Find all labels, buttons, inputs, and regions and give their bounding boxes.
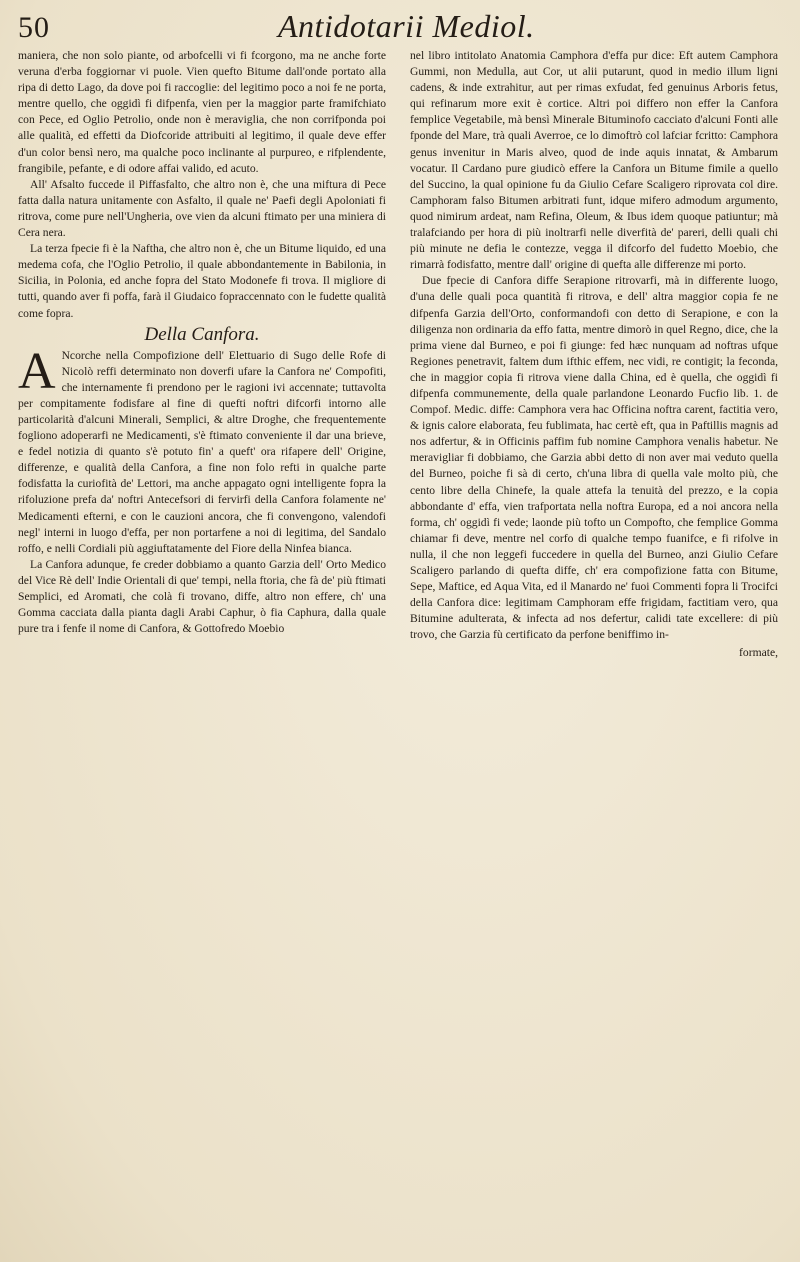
paragraph: La terza fpecie fi è la Naftha, che altro non è, che un Bitume liquido, ed una medema cofa, che l'Oglio Petrolio, il quale abbondantemente in Babilonia, in Sicilia, in Polonia, ed anche fopra del Stato Modonefe fi trova. Il migliore di tutti, quando aver fi poffa, farà il Giudaico fopraccennato con le fudette qualità come fopra. xyxy=(18,242,386,320)
left-column xyxy=(18,48,386,662)
paragraph: maniera, che non solo piante, od arbofcelli vi fi fcorgono, ma ne anche forte veruna d'erba foggiornar vi puole. Vien quefto Bitume dall'onde portato alla ripa di detto Lago, da dove poi fi raccoglie: del legitimo poco a noi fe ne porta, mentre quello, che oggidì fi difpenfa, vien per la maggior parte framifchiato con Pece, ed Oglio Petrolio, onde non è meraviglia, che non corrifponda poi alle qualità, ed effetti da Diofcoride attribuiti al legitimo, il quale deve effer d'un color bensì nero, ma qualche poco inclinante al purpureo, e rifplendente, frangibile, pefante, e di odore affai valido, ed acuto. xyxy=(18,49,386,175)
paragraph: nel libro intitolato Anatomia Camphora d'effa pur dice: Eft autem Camphora Gummi, non Medulla, aut Cor, ut alii putarunt, quod in medio illum ligni cadens, & inde extrahitur, aut per rimas exfudat, fed genuinus Arboris fetus, qui refinarum more exit è cortice. Altri poi differo non effer la Canfora femplice Vegetabile, mà bensì Minerale Bituminofo cacciato d'alcuni Fonti alle fponde del Mare, trà quali Averroe, ce lo dimoftrò col lafciar fcritto: Camphora genus invenitur in Maris alveo, quod de inde aquis innatat, & Ambarum vocatur. Il Cardano pure giudicò effere la Canfora un Bitume fimile a quello del Succino, la qual opinione fu da Giulio Cefare Scaligero riprovata col dire. Camphoram falso Bitumen arbitrati funt, idque mifero admodum argumento, quod nimirum ardeat, nam Refina, Oleum, & Ibus idem quoque patiuntur; mà tralafciando per hora di più inoltrarfi nelle diverfità de' pareri, delli quali chi più minute ne defia le contezze, vegga il difcorfo del fudetto Moebio, che rimarrà fodisfatto, mentre dall' origine di quefta alle differenze mi porto. xyxy=(410,49,778,272)
right-column xyxy=(410,48,778,662)
page-number: 50 xyxy=(18,11,50,44)
paragraph: La Canfora adunque, fe creder dobbiamo a quanto Garzia dell' Orto Medico del Vice Rè dell' Indie Orientali di que' tempi, nella ftoria, che fà de' più ftimati Semplici, ed Aromati, che colà fi trovano, diffe, altro non effere, ch' una Gomma cacciata dalla pianta dagli Arabi Caphur, ò fia Caphura, dalla quale pure tra i fenfe il nome di Canfora, & Gottofredo Moebio xyxy=(18,557,386,636)
paragraph: All' Afsalto fuccede il Piffasfalto, che altro non è, che una miftura di Pece fatta dalla natura unitamente con Asfalto, il quale ne' Paefi degli Apoloniati fi ritrova, come pure nell'Ungheria, ove vien da alcuni ftimato per una miniera di Cera nera. xyxy=(18,177,386,240)
drop-cap: A xyxy=(18,342,56,400)
page-header xyxy=(18,8,778,46)
paragraph-text: Ncorche nella Compofizione dell' Elettuario di Sugo delle Rofe di Nicolò reffi determinato non doverfi ufare la Canfora ne' Compofiti, che internamente fi prendono per le ragioni ivi accennate; tuttavolta per compitamente fodisfare al fine di quefti noftri difcorfi intorno alle particolarità d'alcuni Minerali, Semplici, & altre Droghe, che frequentemente fogliono adoperarfi ne Medicamenti, s'è ftimato conveniente il dar una brieve, e fedel notizia di quanto s'è potuto fin' a queft' ora rifapere dell' Origine, differenze, e qualità della Canfora, a fine non folo refti in qualche parte fodisfatta la curiofità de' Lettori, ma anche appagato ogni intelligente fopra la rifoluzione prefa da' noftri Antecefsori di fervirfi della Canfora folamente ne' Medicamenti efterni, e con le cauzioni ancora, che fi convengono, valendofi negl' interni in luogo d'effa, per non portarfene a noi di legitima, del Sandalo roffo, e nelli Cordiali più aggiuftatamente del Fiore della Ninfea bianca. xyxy=(18,348,386,555)
text-columns xyxy=(18,48,778,662)
catchword: formate, xyxy=(739,646,778,660)
section-title: Della Canfora. xyxy=(144,323,260,345)
paragraph: Due fpecie di Canfora diffe Serapione ritrovarfi, mà in differente luogo, d'una delle quali poca quantità fi ritrova, e dell' altra maggior copia fe ne difpenfa Garzia dell'Orto, conformandofi con detto di Serapione, e con la diligenza non ordinaria da effo fatta, mentre dimorò in quel Regno, dice, che la prima viene dal Burneo, e poi fi giunge: fed hæc nunquam ad noftras ufque Regiones penetravit, faltem dum ifthic effem, nec vidi, re contigit; la feconda, che in maggior copia fi ritrova viene dalla China, ed è quella, che oggidì fi difpenfa communemente, della quale parlandone Leonardo Fucfio lib. 1. de Compof. Medic. diffe: Camphora vera hac Officina noftra carent, factitia vero, & ignis calore elaborata, feu fublimata, hac certè eft, qua in Paftillis magnis ad nos adfertur, & in Officinis paffim fub nomine Camphora venalis habetur. Ne meravigliar fi dobbiamo, che Garzia abbi detto di non aver mai veduto quella del Burneo, poiche fi sà di certo, ch'una libra di quella vale molto più, che cento libre della Chinefe, la quale attefa la tenuità del prezzo, e la copia abbondante d' effa, vien trafportata nella noftra Europa, ed a noi ancora nella forma, ch' oggidì fi vede; laonde più tofto un Compofto, che femplice Gomma chiamar fi deve, mentre nel corfo di qualche tempo fuanifce, e fi rifolve in nulla, il che non leggefi fuccedere in quella del Burneo, anzi Giulio Cefare Scaligero parlando di quefta diffe, ch' era compofizione fatta con Bitume, Sepe, Maftice, ed Aqua Vita, ed il Manardo ne' fuoi Commenti fopra li Trocifci della Canfora dice: legitimam Camphoram effe frigidam, factitiam vero, qua Bitumine adulterata, & infecta ad nos defertur, calidi tate excellere: di più trovo, che Garzia fù certificato da perfone beniffimo in- xyxy=(410,274,778,642)
running-title: Antidotarii Mediol. xyxy=(278,8,535,44)
paragraph-with-dropcap xyxy=(18,342,386,557)
